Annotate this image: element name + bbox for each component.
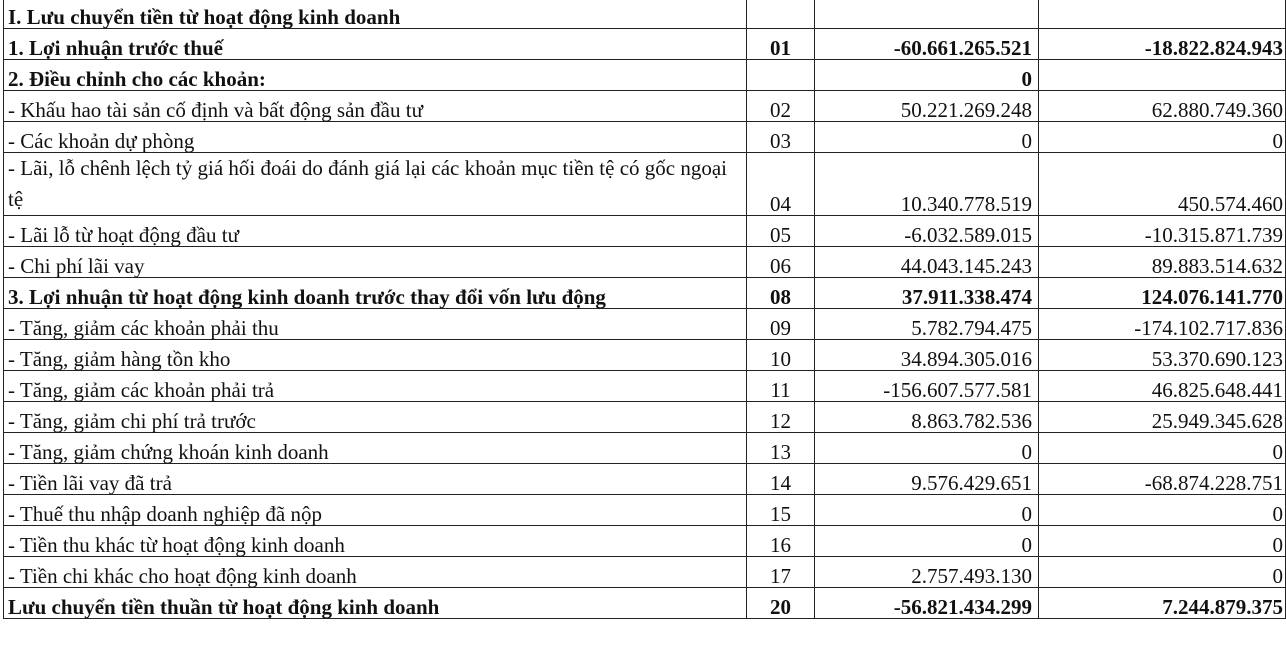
row-label: - Tiền chi khác cho hoạt động kinh doanh (4, 557, 747, 588)
table-row (4, 371, 1286, 402)
row-current-value: -60.661.265.521 (815, 29, 1039, 60)
row-current-value: 50.221.269.248 (815, 91, 1039, 122)
row-current-value (815, 0, 1039, 29)
row-previous-value: 0 (1039, 526, 1286, 557)
row-label: - Tăng, giảm các khoản phải trả (4, 371, 747, 402)
table-row (4, 588, 1286, 619)
row-label: 3. Lợi nhuận từ hoạt động kinh doanh trước thay đổi vốn lưu động (4, 278, 747, 309)
table-row (4, 340, 1286, 371)
row-label: - Khấu hao tài sản cố định và bất động sản đầu tư (4, 91, 747, 122)
table-row (4, 0, 1286, 29)
row-code: 10 (747, 340, 815, 371)
table-row (4, 526, 1286, 557)
row-previous-value: 7.244.879.375 (1039, 588, 1286, 619)
row-label: - Lãi lỗ từ hoạt động đầu tư (4, 216, 747, 247)
cash-flow-table (3, 0, 1286, 619)
row-current-value: 8.863.782.536 (815, 402, 1039, 433)
row-label: 2. Điều chỉnh cho các khoản: (4, 60, 747, 91)
row-label: - Tiền thu khác từ hoạt động kinh doanh (4, 526, 747, 557)
row-code: 14 (747, 464, 815, 495)
row-current-value: 0 (815, 526, 1039, 557)
table-row (4, 464, 1286, 495)
row-code: 12 (747, 402, 815, 433)
row-label: 1. Lợi nhuận trước thuế (4, 29, 747, 60)
row-current-value: 0 (815, 60, 1039, 91)
row-code: 06 (747, 247, 815, 278)
row-current-value: -6.032.589.015 (815, 216, 1039, 247)
table-row (4, 153, 1286, 216)
row-code: 09 (747, 309, 815, 340)
table-row (4, 247, 1286, 278)
cash-flow-table-body (4, 0, 1286, 619)
table-row (4, 122, 1286, 153)
row-previous-value: 89.883.514.632 (1039, 247, 1286, 278)
row-previous-value: 46.825.648.441 (1039, 371, 1286, 402)
row-current-value: 34.894.305.016 (815, 340, 1039, 371)
row-label: - Tăng, giảm chi phí trả trước (4, 402, 747, 433)
row-label: - Tiền lãi vay đã trả (4, 464, 747, 495)
row-code: 17 (747, 557, 815, 588)
row-current-value: 0 (815, 433, 1039, 464)
row-label: - Các khoản dự phòng (4, 122, 747, 153)
row-code (747, 0, 815, 29)
row-code (747, 60, 815, 91)
row-previous-value: -18.822.824.943 (1039, 29, 1286, 60)
row-current-value: 44.043.145.243 (815, 247, 1039, 278)
table-row (4, 402, 1286, 433)
row-current-value: -156.607.577.581 (815, 371, 1039, 402)
table-row (4, 278, 1286, 309)
row-previous-value: 53.370.690.123 (1039, 340, 1286, 371)
row-previous-value: 124.076.141.770 (1039, 278, 1286, 309)
row-previous-value: 0 (1039, 495, 1286, 526)
row-previous-value: 450.574.460 (1039, 153, 1286, 216)
row-label: - Thuế thu nhập doanh nghiệp đã nộp (4, 495, 747, 526)
row-label: I. Lưu chuyển tiền từ hoạt động kinh doanh (4, 0, 747, 29)
table-row (4, 309, 1286, 340)
row-code: 20 (747, 588, 815, 619)
row-previous-value: 0 (1039, 122, 1286, 153)
row-current-value: 0 (815, 122, 1039, 153)
row-previous-value (1039, 60, 1286, 91)
table-row (4, 433, 1286, 464)
row-code: 05 (747, 216, 815, 247)
row-previous-value: 0 (1039, 557, 1286, 588)
row-code: 11 (747, 371, 815, 402)
table-row (4, 91, 1286, 122)
row-previous-value: 0 (1039, 433, 1286, 464)
row-label: - Tăng, giảm hàng tồn kho (4, 340, 747, 371)
row-code: 15 (747, 495, 815, 526)
row-code: 08 (747, 278, 815, 309)
row-code: 03 (747, 122, 815, 153)
row-current-value: 0 (815, 495, 1039, 526)
table-row (4, 557, 1286, 588)
row-code: 01 (747, 29, 815, 60)
row-code: 16 (747, 526, 815, 557)
row-previous-value: -68.874.228.751 (1039, 464, 1286, 495)
table-row (4, 60, 1286, 91)
row-code: 13 (747, 433, 815, 464)
table-row (4, 216, 1286, 247)
row-current-value: 5.782.794.475 (815, 309, 1039, 340)
row-previous-value: -10.315.871.739 (1039, 216, 1286, 247)
row-previous-value (1039, 0, 1286, 29)
row-current-value: 10.340.778.519 (815, 153, 1039, 216)
table-row (4, 29, 1286, 60)
row-current-value: 9.576.429.651 (815, 464, 1039, 495)
row-current-value: 37.911.338.474 (815, 278, 1039, 309)
row-previous-value: -174.102.717.836 (1039, 309, 1286, 340)
table-row (4, 495, 1286, 526)
row-current-value: 2.757.493.130 (815, 557, 1039, 588)
row-code: 04 (747, 153, 815, 216)
row-current-value: -56.821.434.299 (815, 588, 1039, 619)
row-label: - Lãi, lỗ chênh lệch tỷ giá hối đoái do đánh giá lại các khoản mục tiền tệ có gốc ngoại tệ (4, 153, 747, 216)
row-code: 02 (747, 91, 815, 122)
row-label: - Chi phí lãi vay (4, 247, 747, 278)
row-label: - Tăng, giảm các khoản phải thu (4, 309, 747, 340)
row-previous-value: 25.949.345.628 (1039, 402, 1286, 433)
row-label: - Tăng, giảm chứng khoán kinh doanh (4, 433, 747, 464)
row-label: Lưu chuyển tiền thuần từ hoạt động kinh doanh (4, 588, 747, 619)
row-previous-value: 62.880.749.360 (1039, 91, 1286, 122)
